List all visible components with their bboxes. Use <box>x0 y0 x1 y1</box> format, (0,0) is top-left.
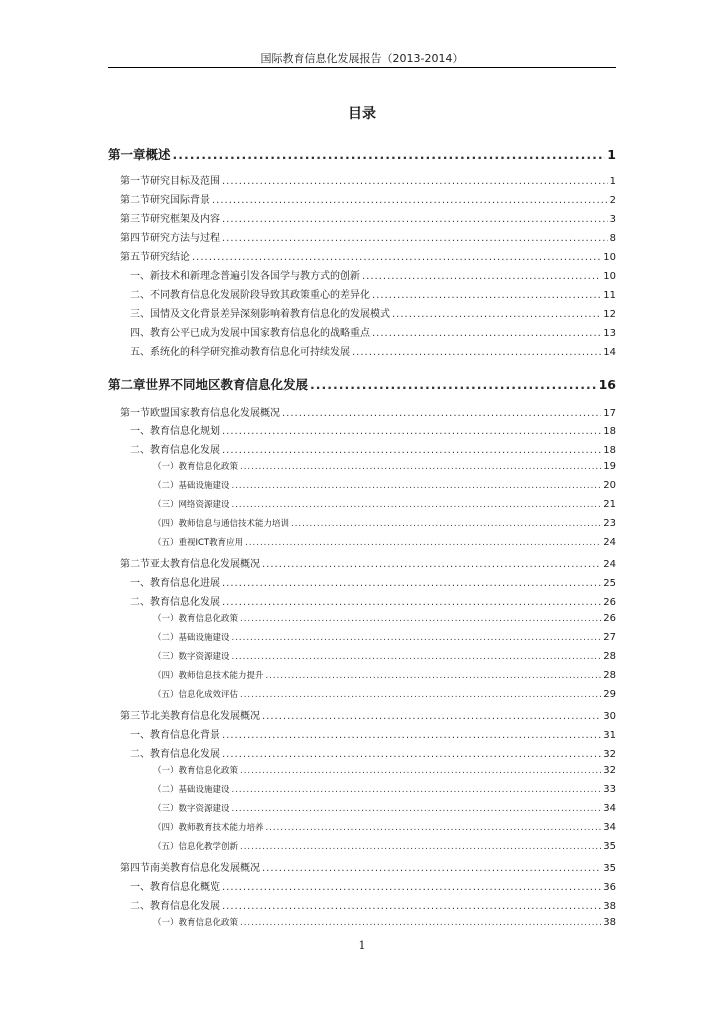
toc-entry-label: 第一节欧盟国家教育信息化发展概况 <box>120 408 280 419</box>
toc-leader-dots <box>222 901 601 912</box>
toc-entry-page: 23 <box>603 518 616 529</box>
toc-entry[interactable] <box>130 441 616 456</box>
toc-entry-label: 一、新技术和新理念普遍引发各国学与教方式的创新 <box>130 271 360 282</box>
toc-entry[interactable] <box>120 859 616 874</box>
toc-entry-label: 二、教育信息化发展 <box>130 597 220 608</box>
toc-leader-dots <box>232 500 602 510</box>
toc-entry-label: 第二节研究国际背景 <box>120 195 210 206</box>
toc-entry-page: 1 <box>607 147 616 162</box>
toc-entry-label: 第二章世界不同地区教育信息化发展 <box>108 377 309 392</box>
toc-entry-label: （一）教育信息化政策 <box>153 766 239 776</box>
toc-entry-page: 26 <box>603 613 616 624</box>
toc-entry[interactable] <box>153 764 616 776</box>
toc-leader-dots <box>222 578 601 589</box>
toc-entry[interactable] <box>153 916 616 928</box>
toc-entry-label: （五）信息化教学创新 <box>153 842 239 852</box>
toc-entry-page: 21 <box>603 499 616 510</box>
toc-entry-label: 五、系统化的科学研究推动教育信息化可持续发展 <box>130 347 350 358</box>
toc-entry-page: 24 <box>603 559 616 570</box>
toc-entry[interactable] <box>153 631 616 643</box>
toc-entry-label: 第五节研究结论 <box>120 252 190 263</box>
toc-entry[interactable] <box>120 707 616 722</box>
toc-entry-page: 30 <box>603 711 616 722</box>
toc-entry-page: 34 <box>603 803 616 814</box>
toc-entry[interactable] <box>130 574 616 589</box>
toc-leader-dots <box>291 519 601 529</box>
toc-leader-dots <box>222 176 608 187</box>
toc-entry[interactable] <box>153 821 616 833</box>
toc-entry-label: （四）教师信息技术能力提升 <box>153 671 264 681</box>
toc-entry[interactable] <box>130 593 616 608</box>
toc-entry-label: 二、教育信息化发展 <box>130 445 220 456</box>
toc-entry-page: 32 <box>603 765 616 776</box>
toc-entry[interactable] <box>130 343 616 358</box>
toc-entry-page: 32 <box>603 749 616 760</box>
toc-entry[interactable] <box>120 404 616 419</box>
toc-leader-dots <box>310 377 597 392</box>
toc-entry[interactable] <box>153 517 616 529</box>
toc-entry-label: 第三节北美教育信息化发展概况 <box>120 711 260 722</box>
toc-entry[interactable] <box>153 498 616 510</box>
toc-entry[interactable] <box>120 248 616 263</box>
toc-entry-page: 36 <box>603 882 616 893</box>
toc-entry[interactable] <box>120 191 616 206</box>
toc-entry-label: 一、教育信息化规划 <box>130 426 220 437</box>
toc-leader-dots <box>240 918 601 928</box>
toc-entry[interactable] <box>153 802 616 814</box>
toc-entry-label: 二、教育信息化发展 <box>130 901 220 912</box>
toc-entry-page: 27 <box>603 632 616 643</box>
toc-leader-dots <box>372 290 601 301</box>
toc-leader-dots <box>222 597 601 608</box>
toc-entry[interactable] <box>130 878 616 893</box>
toc-leader-dots <box>262 711 601 722</box>
toc-entry-label: （一）教育信息化政策 <box>153 918 239 928</box>
toc-entry-page: 12 <box>603 309 616 320</box>
toc-entry[interactable] <box>130 745 616 760</box>
toc-entry[interactable] <box>153 840 616 852</box>
toc-leader-dots <box>232 481 602 491</box>
toc-leader-dots <box>232 633 602 643</box>
toc-leader-dots <box>222 445 601 456</box>
toc-entry[interactable] <box>153 460 616 472</box>
toc-entry-page: 35 <box>603 863 616 874</box>
toc-entry[interactable] <box>130 305 616 320</box>
toc-leader-dots <box>173 147 606 162</box>
toc-entry-page: 19 <box>603 461 616 472</box>
toc-leader-dots <box>240 462 601 472</box>
toc-leader-dots <box>222 882 601 893</box>
toc-entry[interactable] <box>108 375 616 393</box>
toc-entry-page: 8 <box>609 233 616 244</box>
toc-entry-page: 24 <box>603 537 616 548</box>
toc-entry[interactable] <box>130 726 616 741</box>
toc-entry-label: 第四节研究方法与过程 <box>120 233 220 244</box>
toc-entry-label: （五）重视ICT教育应用 <box>153 538 244 548</box>
toc-entry-label: 第三节研究框架及内容 <box>120 214 220 225</box>
toc-leader-dots <box>240 690 601 700</box>
toc-entry[interactable] <box>130 324 616 339</box>
toc-leader-dots <box>245 538 601 548</box>
toc-entry-page: 33 <box>603 784 616 795</box>
toc-entry-label: 第一章概述 <box>108 147 171 162</box>
toc-entry-page: 34 <box>603 822 616 833</box>
toc-entry-page: 10 <box>603 271 616 282</box>
toc-leader-dots <box>266 823 602 833</box>
toc-leader-dots <box>352 347 601 358</box>
toc-entry-label: 二、教育信息化发展 <box>130 749 220 760</box>
toc-entry-label: （五）信息化成效评估 <box>153 690 239 700</box>
toc-entry-label: 三、国情及文化背景差异深刻影响着教育信息化的发展模式 <box>130 309 390 320</box>
toc-entry-page: 31 <box>603 730 616 741</box>
toc-entry[interactable] <box>130 897 616 912</box>
toc-entry-label: （三）网络资源建设 <box>153 500 230 510</box>
toc-leader-dots <box>266 671 602 681</box>
toc-entry-label: （四）教师信息与通信技术能力培训 <box>153 519 290 529</box>
toc-entry-label: （一）教育信息化政策 <box>153 614 239 624</box>
toc-entry-page: 11 <box>603 290 616 301</box>
toc-entry-page: 18 <box>603 426 616 437</box>
toc-entry[interactable] <box>130 267 616 282</box>
header-rule <box>108 67 616 68</box>
toc-entry[interactable] <box>120 229 616 244</box>
toc-entry[interactable] <box>153 688 616 700</box>
toc-leader-dots <box>222 214 608 225</box>
toc-entry-page: 20 <box>603 480 616 491</box>
toc-leader-dots <box>232 652 602 662</box>
toc-entry-label: （一）教育信息化政策 <box>153 462 239 472</box>
toc-entry[interactable] <box>130 286 616 301</box>
toc-title: 目录 <box>348 106 376 122</box>
toc-entry-label: 一、教育信息化概览 <box>130 882 220 893</box>
toc-entry-page: 26 <box>603 597 616 608</box>
toc-entry-label: （四）教师教育技术能力培养 <box>153 823 264 833</box>
toc-entry[interactable] <box>130 422 616 437</box>
toc-leader-dots <box>282 408 601 419</box>
toc-leader-dots <box>222 749 601 760</box>
toc-entry[interactable] <box>153 669 616 681</box>
toc-entry[interactable] <box>153 479 616 491</box>
toc-entry-label: 第一节研究目标及范围 <box>120 176 220 187</box>
toc-entry-page: 38 <box>603 901 616 912</box>
toc-entry-page: 28 <box>603 651 616 662</box>
toc-entry[interactable] <box>153 612 616 624</box>
toc-leader-dots <box>222 233 608 244</box>
toc-leader-dots <box>240 766 601 776</box>
toc-leader-dots <box>262 863 601 874</box>
toc-leader-dots <box>372 328 601 339</box>
toc-entry-page: 35 <box>603 841 616 852</box>
running-header: 国际教育信息化发展报告（2013-2014） <box>260 52 464 65</box>
toc-leader-dots <box>240 842 601 852</box>
page-number: 1 <box>358 939 366 952</box>
toc-leader-dots <box>232 804 602 814</box>
toc-entry-page: 38 <box>603 917 616 928</box>
toc-leader-dots <box>192 252 601 263</box>
toc-entry-page: 3 <box>609 214 616 225</box>
toc-entry-page: 29 <box>603 689 616 700</box>
toc-entry[interactable] <box>108 145 616 163</box>
toc-entry[interactable] <box>120 210 616 225</box>
toc-entry-label: 四、教育公平已成为发展中国家教育信息化的战略重点 <box>130 328 370 339</box>
toc-leader-dots <box>212 195 608 206</box>
toc-entry-page: 10 <box>603 252 616 263</box>
toc-entry-page: 13 <box>603 328 616 339</box>
toc-entry-label: （三）数字资源建设 <box>153 652 230 662</box>
toc-entry-label: （三）数字资源建设 <box>153 804 230 814</box>
toc-entry-page: 17 <box>603 408 616 419</box>
toc-leader-dots <box>232 785 602 795</box>
toc-entry[interactable] <box>153 783 616 795</box>
toc-entry-page: 18 <box>603 445 616 456</box>
toc-entry[interactable] <box>120 172 616 187</box>
toc-entry-label: （二）基础设施建设 <box>153 633 230 643</box>
toc-entry-page: 1 <box>609 176 616 187</box>
toc-entry-label: 一、教育信息化进展 <box>130 578 220 589</box>
toc-entry-label: （二）基础设施建设 <box>153 785 230 795</box>
toc-entry[interactable] <box>153 536 616 548</box>
toc-entry-page: 14 <box>603 347 616 358</box>
toc-leader-dots <box>262 559 601 570</box>
toc-entry-label: 一、教育信息化背景 <box>130 730 220 741</box>
toc-leader-dots <box>362 271 601 282</box>
toc-entry-page: 16 <box>598 377 616 392</box>
toc-leader-dots <box>222 730 601 741</box>
toc-entry-page: 28 <box>603 670 616 681</box>
toc-leader-dots <box>222 426 601 437</box>
toc-entry[interactable] <box>153 650 616 662</box>
toc-entry-label: （二）基础设施建设 <box>153 481 230 491</box>
toc-leader-dots <box>240 614 601 624</box>
toc-entry-label: 第二节亚太教育信息化发展概况 <box>120 559 260 570</box>
toc-entry-label: 二、不同教育信息化发展阶段导致其政策重心的差异化 <box>130 290 370 301</box>
toc-entry-page: 2 <box>609 195 616 206</box>
toc-entry-page: 25 <box>603 578 616 589</box>
toc-entry-label: 第四节南美教育信息化发展概况 <box>120 863 260 874</box>
toc-entry[interactable] <box>120 555 616 570</box>
toc-leader-dots <box>392 309 601 320</box>
